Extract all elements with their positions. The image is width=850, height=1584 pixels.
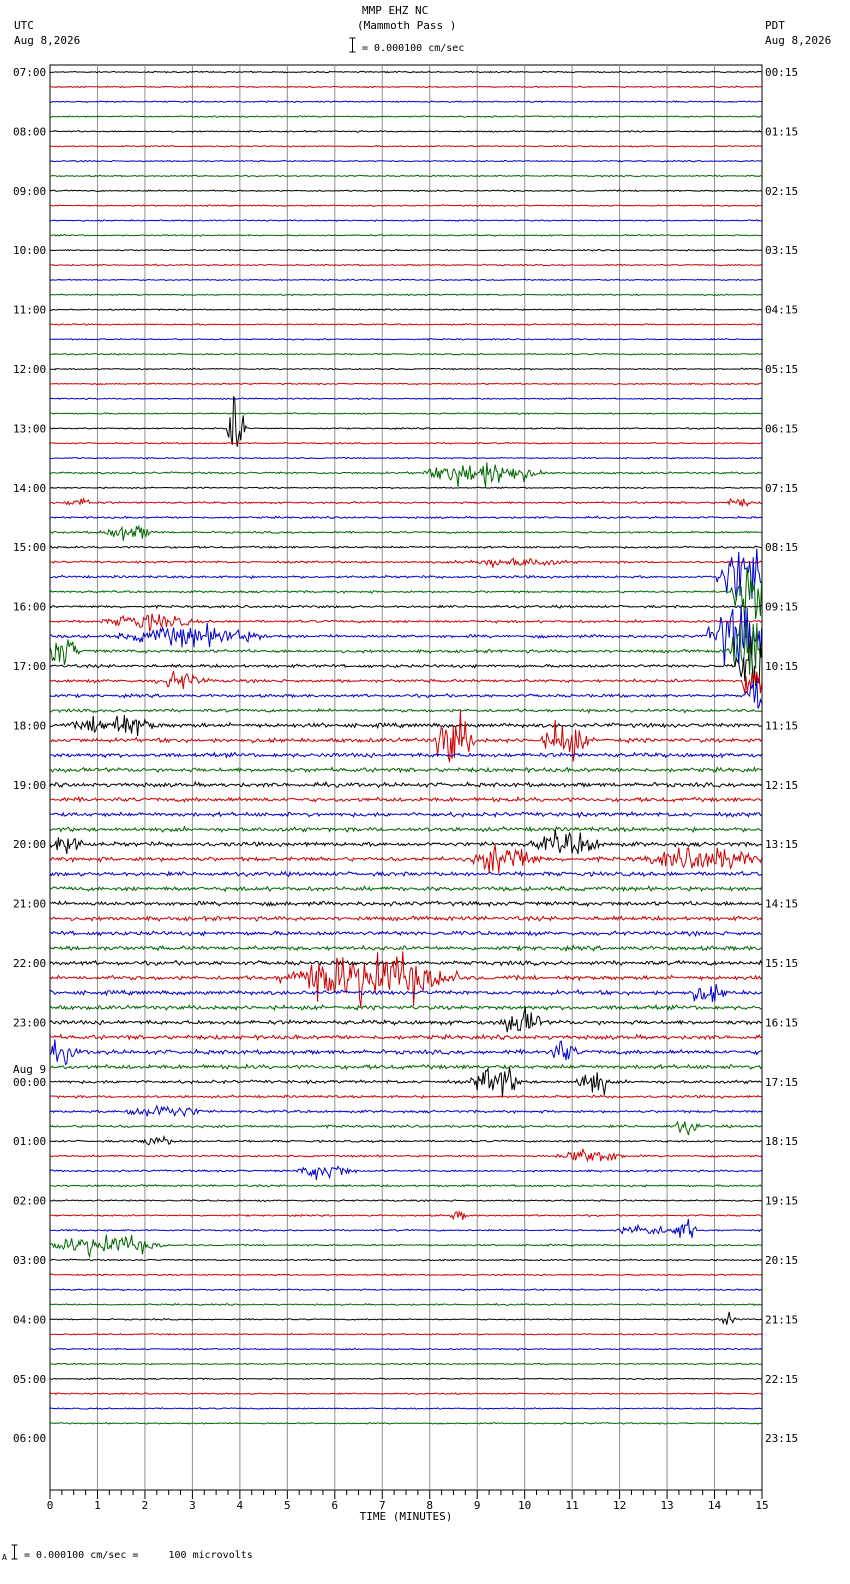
trace-row bbox=[50, 715, 762, 736]
x-tick-label: 5 bbox=[284, 1499, 291, 1512]
trace-row bbox=[50, 1035, 762, 1040]
left-hour-label: 22:00 bbox=[13, 957, 47, 970]
right-hour-label: 14:15 bbox=[765, 897, 799, 911]
trace-row bbox=[50, 916, 762, 921]
trace-row bbox=[50, 398, 762, 400]
trace-row bbox=[50, 951, 762, 1007]
right-hour-label: 13:15 bbox=[765, 838, 799, 852]
right-hour-label: 17:15 bbox=[765, 1075, 799, 1089]
trace-row bbox=[50, 768, 762, 773]
trace-row bbox=[50, 264, 762, 266]
trace-row bbox=[50, 462, 762, 487]
right-hour-label: 05:15 bbox=[765, 363, 799, 376]
trace-row bbox=[50, 1149, 762, 1161]
trace-row bbox=[50, 235, 762, 237]
trace-row bbox=[50, 499, 762, 507]
trace-row bbox=[50, 1185, 762, 1187]
trace-row bbox=[50, 526, 762, 540]
left-hour-label: 06:00 bbox=[13, 1432, 47, 1446]
right-hour-label: 12:15 bbox=[765, 778, 799, 792]
trace-row bbox=[50, 1235, 762, 1257]
trace-row bbox=[50, 249, 762, 251]
trace-row bbox=[50, 1137, 762, 1145]
trace-row bbox=[50, 1007, 762, 1033]
x-tick-label: 1 bbox=[94, 1499, 101, 1512]
trace-row bbox=[50, 368, 762, 370]
x-tick-label: 14 bbox=[707, 1499, 722, 1512]
trace-row bbox=[50, 220, 762, 222]
left-hour-label: 18:00 bbox=[13, 719, 47, 733]
right-hour-label: 00:15 bbox=[765, 66, 799, 79]
trace-row bbox=[50, 558, 762, 567]
x-tick-label: 9 bbox=[473, 1499, 481, 1512]
trace-row bbox=[50, 101, 762, 103]
trace-row bbox=[50, 279, 762, 281]
x-tick-label: 7 bbox=[378, 1499, 386, 1512]
trace-row bbox=[50, 1166, 762, 1180]
left-hour-label: 12:00 bbox=[13, 363, 47, 376]
scale-label: = 0.000100 cm/sec bbox=[362, 43, 465, 54]
x-tick-label: 12 bbox=[612, 1499, 627, 1512]
trace-row bbox=[50, 1423, 762, 1425]
trace-row bbox=[50, 309, 762, 311]
x-tick-label: 0 bbox=[46, 1499, 54, 1512]
left-hour-label: 10:00 bbox=[13, 244, 47, 258]
left-hour-label: 13:00 bbox=[13, 422, 47, 436]
trace-row bbox=[50, 516, 762, 518]
right-hour-label: 04:15 bbox=[765, 303, 799, 317]
trace-row bbox=[50, 1378, 762, 1380]
left-hour-label: 17:00 bbox=[13, 660, 47, 673]
footer-scale-icon bbox=[11, 1544, 18, 1560]
trace-row bbox=[50, 1304, 762, 1306]
left-hour-label: 11:00 bbox=[13, 303, 47, 317]
trace-row bbox=[50, 146, 762, 148]
trace-row bbox=[50, 1312, 762, 1325]
left-hour-label: 02:00 bbox=[13, 1194, 47, 1208]
trace-row bbox=[50, 605, 762, 608]
right-timezone: PDT bbox=[765, 19, 785, 32]
trace-row bbox=[50, 205, 762, 207]
right-hour-label: 20:15 bbox=[765, 1254, 799, 1267]
x-axis-label: TIME (MINUTES) bbox=[359, 1510, 453, 1523]
x-tick-label: 13 bbox=[660, 1499, 674, 1512]
right-hour-label: 08:15 bbox=[765, 541, 799, 555]
trace-row bbox=[50, 946, 762, 951]
date-change-label: Aug 9 bbox=[13, 1062, 47, 1076]
trace-row bbox=[50, 960, 762, 965]
trace-row bbox=[50, 1393, 762, 1395]
left-hour-label: 00:00 bbox=[13, 1075, 47, 1089]
left-hour-label: 16:00 bbox=[13, 600, 47, 614]
x-tick-label: 2 bbox=[141, 1499, 149, 1512]
x-tick-label: 11 bbox=[565, 1499, 579, 1512]
right-hour-label: 11:15 bbox=[765, 719, 799, 733]
right-hour-label: 10:15 bbox=[765, 660, 799, 673]
trace-row bbox=[50, 671, 762, 693]
right-hour-label: 21:15 bbox=[765, 1313, 799, 1327]
trace-row bbox=[50, 1363, 762, 1365]
right-hour-label: 01:15 bbox=[765, 125, 799, 139]
trace-row bbox=[50, 827, 762, 832]
trace-row bbox=[50, 86, 762, 88]
trace-row bbox=[50, 753, 762, 758]
left-hour-label: 09:00 bbox=[13, 184, 47, 198]
trace-row bbox=[50, 872, 762, 877]
trace-row bbox=[50, 1122, 762, 1136]
left-hour-label: 07:00 bbox=[13, 66, 47, 79]
trace-row bbox=[50, 845, 762, 873]
trace-row bbox=[50, 396, 762, 447]
left-hour-label: 23:00 bbox=[13, 1016, 47, 1030]
right-date: Aug 8,2026 bbox=[765, 34, 832, 47]
x-tick-label: 10 bbox=[518, 1499, 532, 1512]
right-hour-label: 23:15 bbox=[765, 1432, 799, 1446]
trace-row bbox=[50, 1095, 762, 1098]
left-hour-label: 05:00 bbox=[13, 1372, 47, 1386]
trace-row bbox=[50, 413, 762, 415]
left-hour-label: 15:00 bbox=[13, 541, 47, 555]
trace-row bbox=[50, 1348, 762, 1350]
trace-row bbox=[50, 931, 762, 936]
trace-row bbox=[50, 1067, 762, 1097]
left-hour-label: 03:00 bbox=[13, 1254, 47, 1267]
x-tick-label: 8 bbox=[426, 1499, 434, 1512]
trace-row bbox=[50, 71, 762, 73]
trace-row bbox=[50, 830, 762, 854]
trace-row bbox=[50, 487, 762, 489]
right-hour-label: 19:15 bbox=[765, 1194, 799, 1208]
trace-row bbox=[50, 442, 762, 444]
footer-prefix: A bbox=[2, 1553, 7, 1562]
trace-row bbox=[50, 605, 762, 666]
left-hour-label: 19:00 bbox=[13, 778, 47, 792]
trace-row bbox=[50, 984, 762, 1002]
x-tick-label: 15 bbox=[755, 1499, 769, 1512]
plot-frame bbox=[50, 65, 762, 1490]
right-hour-label: 06:15 bbox=[765, 422, 799, 436]
trace-row bbox=[50, 1065, 762, 1070]
trace-row bbox=[50, 546, 762, 548]
trace-row bbox=[50, 782, 762, 787]
left-hour-label: 08:00 bbox=[13, 125, 47, 139]
x-tick-label: 4 bbox=[236, 1499, 244, 1512]
trace-row bbox=[50, 1333, 762, 1335]
left-hour-label: 21:00 bbox=[13, 897, 47, 911]
left-hour-label: 20:00 bbox=[13, 838, 47, 852]
station-title: MMP EHZ NC bbox=[362, 4, 429, 17]
footer-scale-text: = 0.000100 cm/sec = 100 microvolts bbox=[24, 1550, 253, 1561]
trace-row bbox=[50, 614, 762, 632]
trace-row bbox=[50, 1289, 762, 1291]
left-timezone: UTC bbox=[14, 19, 34, 32]
trace-row bbox=[50, 1408, 762, 1410]
trace-row bbox=[50, 190, 762, 192]
right-hour-label: 02:15 bbox=[765, 184, 799, 198]
trace-row bbox=[50, 131, 762, 133]
trace-row bbox=[50, 383, 762, 385]
trace-row bbox=[50, 1005, 762, 1010]
trace-row bbox=[50, 457, 762, 459]
right-hour-label: 09:15 bbox=[765, 600, 799, 614]
left-hour-label: 01:00 bbox=[13, 1135, 47, 1149]
station-location: (Mammoth Pass ) bbox=[357, 19, 457, 32]
trace-row bbox=[50, 680, 762, 709]
trace-row bbox=[50, 567, 762, 626]
trace-row bbox=[50, 175, 762, 177]
trace-row bbox=[50, 339, 762, 341]
trace-row bbox=[50, 294, 762, 296]
right-hour-label: 22:15 bbox=[765, 1372, 799, 1386]
trace-row bbox=[50, 1219, 762, 1238]
x-tick-label: 6 bbox=[331, 1499, 339, 1512]
trace-row bbox=[50, 116, 762, 118]
trace-row bbox=[50, 1274, 762, 1276]
right-hour-label: 18:15 bbox=[765, 1135, 799, 1149]
trace-row bbox=[50, 1039, 762, 1064]
trace-row bbox=[50, 1200, 762, 1202]
trace-row bbox=[50, 324, 762, 326]
trace-row bbox=[50, 797, 762, 802]
trace-row bbox=[50, 1259, 762, 1261]
trace-row bbox=[50, 812, 762, 817]
left-hour-label: 04:00 bbox=[13, 1313, 47, 1327]
trace-row bbox=[50, 1106, 762, 1117]
left-date: Aug 8,2026 bbox=[14, 34, 81, 47]
trace-row bbox=[50, 886, 762, 891]
trace-row bbox=[50, 353, 762, 355]
trace-row bbox=[50, 636, 762, 687]
right-hour-label: 07:15 bbox=[765, 481, 799, 495]
left-hour-label: 14:00 bbox=[13, 481, 47, 495]
right-hour-label: 15:15 bbox=[765, 957, 799, 970]
trace-row bbox=[50, 709, 762, 713]
trace-row bbox=[50, 901, 762, 906]
trace-row bbox=[50, 160, 762, 162]
right-hour-label: 16:15 bbox=[765, 1016, 799, 1030]
trace-row bbox=[50, 1212, 762, 1220]
x-tick-label: 3 bbox=[189, 1499, 196, 1512]
right-hour-label: 03:15 bbox=[765, 244, 799, 258]
